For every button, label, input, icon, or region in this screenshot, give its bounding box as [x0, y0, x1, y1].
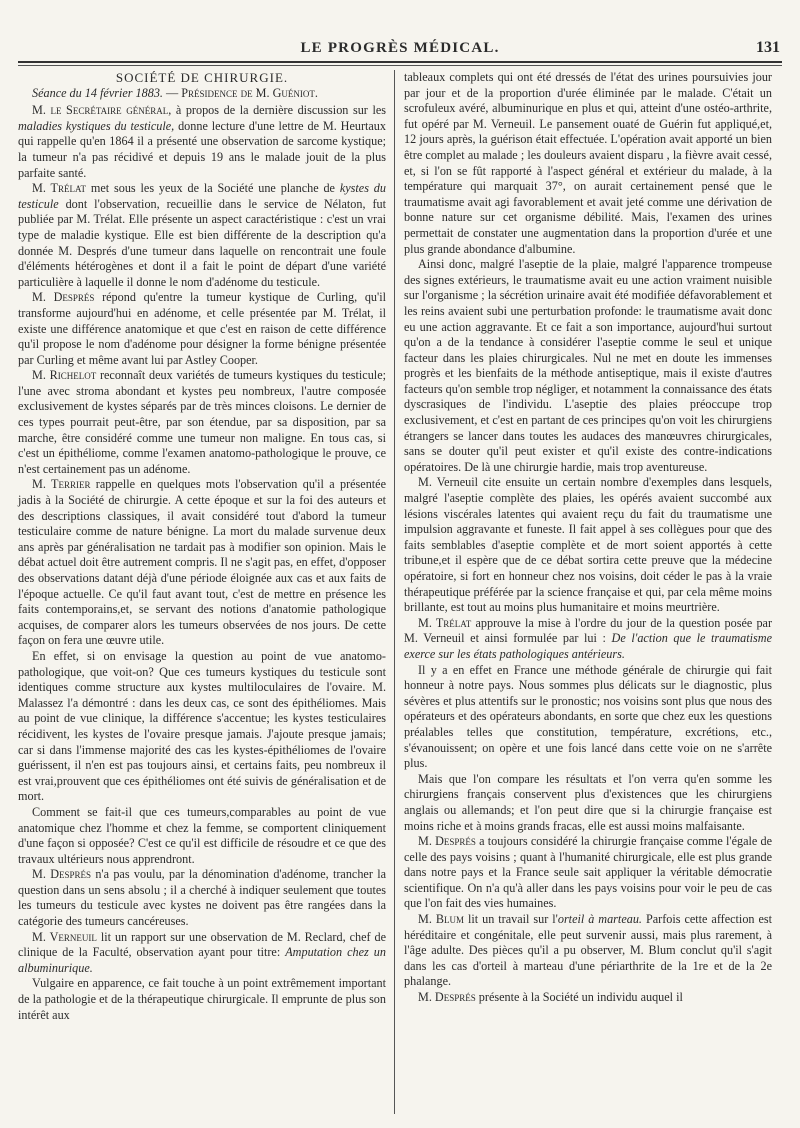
speaker: M. Després — [418, 834, 476, 849]
italic-text: kystes du testicule — [18, 181, 386, 211]
paragraph: En effet, si on envisage la question au point de vue anatomo-pathologique, que voit-on? Que ces tumeurs kystiques du testicule sont identiques comme structure aux kystes multiloculaires de l'ovaire. M. Malassez l'a démontré : dans les deux cas, ce sont des épithéliomes. Mais au point de vue clinique, la différence s'accentue; les kystes testiculaires récidivent, les kystes de l'ovaire presque jamais. J'ajoute presque jamais; car si dans l'immense majorité des cas les kystes-épithéliomes de l'ovaire guérissent, il n'en est pas toujours ainsi, et certains faits, peu nombreux il est vrai,prouvent que ces épithéliomes ont été suivis de généralisation et de mort. — [18, 648, 386, 804]
paragraph-text: lit un travail sur l' — [464, 912, 558, 927]
session-date: Séance du 14 février 1883. — [32, 85, 163, 100]
italic-text: maladies kystiques du testicule, — [18, 118, 175, 133]
header-rule — [18, 61, 782, 63]
paragraph — [18, 290, 386, 368]
paragraph: Ainsi donc, malgré l'aseptie de la plaie, malgré l'apparence trompeuse des signes extérieurs, le traumatisme avait eu une action vraiment nuisible sur l'organisme ; la sécrétion urinaire avait été modifiée défavorablement et les reins avaient subi une perturbation profonde: le traumatisme avait donc eu une action aggravante. Et ce fait a son importance, aujourd'hui surtout qu'on a de la tendance à considérer l'aseptie comme le seul et unique facteur dans les plaies chirurgicales. Nul ne met en doute les immenses progrès et les bienfaits de la méthode antiseptique, mais il existe d'autres facteurs qu'on semble trop négliger, et notamment la connaissance des états dyscrasiques de l'individu. L'aseptie des plaies préoccupe trop exclusivement, et c'est en partant de ces principes qu'on voit les chirurgiens étrangers se lancer dans toutes les audaces des manœuvres chirurgicales, sans se douter qu'il peut exister et qu'il existe des contre-indications opératoires. De là une chirurgie hardie, mais trop aventureuse. — [404, 257, 772, 474]
paragraph — [404, 990, 772, 1006]
column-divider — [394, 70, 395, 1114]
paragraph: Il y a en effet en France une méthode générale de chirurgie qui fait honneur à notre pays. Nous sommes plus délicats sur le diagnostic, plus sévères et plus attentifs sur le pronostic; nos voisins sont plus que nous des opérateurs et des opérateurs abondants, en sorte que chez eux les questions préalables telles que constitution, température, excrétions, etc., s'évanouissent; on opère et une fois lancé dans cette voie on ne s'arrête plus. — [404, 662, 772, 771]
paragraph-text: répond qu'entre la tumeur kystique de Curling, qu'il transforme aujourd'hui en adénome, et celle présentée par M. Trélat, il existe une différence anatomique et que c'est en raison de cette différence qu'il propose le nom d'adénome pour désigner la forme bénigne présentée par Curling et même avant lui par Astley Cooper. — [18, 290, 386, 367]
paragraph-text: a toujours considéré la chirurgie française comme l'égale de celle des pays voisins ; quant à l'humanité chirurgicale, elle est plus grande dans notre pays et la France seule sait appliquer la véritable démocratie scientifique. On n'a qu'à aller dans les pays voisins pour voir le peu de cas que l'on fait des vies humaines. — [404, 834, 772, 911]
paragraph: M. Verneuil cite ensuite un certain nombre d'exemples dans lesquels, malgré l'aseptie complète des plaies, les opérés avaient succombé aux lésions viscérales latentes qui avaient reçu du fait du traumatisme une impulsion aggravante et funeste. Il fait appel à ses collègues pour que des faits semblables d'aseptie complète et de mort soient apportés à cette tribune,et il espère que de ce débat sortira cette preuve que la médecine opératoire, si fort en honneur chez nos voisins, doit céder le pas à la vraie thérapeutique préférée par la science française et qui, par cela même moins brillante, est tout au moins plus humanitaire et moins meurtrière. — [404, 475, 772, 615]
paragraph — [404, 834, 772, 912]
paragraph: Comment se fait-il que ces tumeurs,comparables au point de vue anatomique chez l'homme et chez la femme, se comportent cliniquement d'une façon si opposée? C'est ce qu'il est difficile de résoudre et ce que des travaux ultérieurs nous apprendront. — [18, 804, 386, 866]
speaker: M. Després — [418, 990, 476, 1005]
paragraph — [18, 477, 386, 649]
speaker: M. Blum — [418, 912, 464, 927]
paragraph — [18, 368, 386, 477]
italic-text: Amputation chez un albuminurique. — [18, 945, 386, 975]
session-line — [18, 86, 386, 102]
speaker: M. Richelot — [32, 368, 97, 383]
speaker: M. Després — [32, 867, 92, 882]
page-header — [18, 40, 782, 60]
speaker: M. Verneuil — [32, 929, 97, 944]
italic-text: orteil à marteau. — [557, 912, 642, 927]
paragraph-text: n'a pas voulu, par la dénomination d'adénome, trancher la question dans un sens absolu ; il a cherché à indiquer seulement que toutes les tumeurs du testicule avec kystes ne doivent pas être rangées dans la catégorie des tumeurs cancéreuses. — [18, 867, 386, 929]
paragraph — [404, 912, 772, 990]
page-number: 131 — [756, 39, 780, 56]
paragraph: tableaux complets qui ont été dressés de l'état des urines poursuivies jour par jour et de la proportion d'urée éliminée par le malade. C'était un scrofuleux avéré, albuminurique en plus et qui, atteint d'une ostéo-arthrite, fut opéré par M. Verneuil. Le pansement ouaté de Guérin fut appliqué,et, 12 jours après, la guérison était effectuée. L'opération avait apporté un bien être complet au malade ; les douleurs avaient disparu , la fièvre avait cessé, et, si l'on se fût rapporté à l'aspect général et extérieur du malade, à la température qui marquait 37°, on aurait certainement pensé que le traumatisme avait agi favorablement et avait jeté comme une dérivation de bonne nature sur cet organisme débilité. Mais, l'examen des urines permettait de constater une augmentation dans la proportion d'urée et une plus grande abondance d'albumine. — [404, 70, 772, 256]
paragraph-text: approuve la mise à l'ordre du jour de la question posée par M. Verneuil et ainsi formulée par lui : — [404, 615, 773, 646]
header-rule-thin — [18, 65, 782, 66]
paragraph-text: donne lecture d'une lettre de M. Heurtaux qui rappelle qu'en 1864 il a présenté une observation de sarcome kystique; la tumeur n'a pas récidivé et depuis 19 ans le malade jouit de la plus parfaite santé. — [18, 118, 386, 180]
paragraph: Vulgaire en apparence, ce fait touche à un point extrêmement important de la pathologie et de la thérapeutique chirurgicale. Il emprunte de plus son intérêt aux — [18, 976, 386, 1022]
speaker: M. Trélat — [418, 615, 472, 630]
paragraph-text: met sous les yeux de la Société une planche de — [85, 181, 340, 196]
paragraph — [18, 930, 386, 977]
speaker: M. le Secrétaire général, — [32, 103, 172, 118]
left-column — [18, 70, 386, 1023]
paragraph — [18, 103, 386, 181]
paragraph-text: Parfois cette affection est héréditaire et congénitale, elle peut survenir aussi, mais plus rarement, à l'âge adulte. Des pièces qu'il a pu observer, M. Blum conclut qu'il s'agit dans les cas d'orteil à marteau d'une périarthrite de la 1re et de la 2e phalange. — [404, 912, 773, 989]
paragraph-text: dont l'observation, recueillie dans le service de Nélaton, fut publiée par M. Trélat. Elle présente un aspect caractéristique : c'est un vrai type de maladie kystique. Elle est bien différente de la description qu'a donnée M. Després d'une tumeur dans laquelle on rencontrait une foule d'éléments hétérogènes et dont il a fait le point de départ d'une variété particulière à laquelle il donne le nom d'adénome du testicule. — [18, 196, 386, 289]
speaker: M. Després — [32, 290, 95, 305]
running-title: LE PROGRÈS MÉDICAL. — [300, 40, 500, 56]
session-presidency: — Présidence de M. Guéniot. — [166, 85, 318, 100]
paragraph-text: reconnaît deux variétés de tumeurs kystiques du testicule; l'une avec stroma abondant et kystes peu nombreux, l'autre composée exclusivement de kystes séparés par de très minces cloisons. Le dernier de ces types pourrait peut-être, par son étendue, par sa disposition, par sa marche, être considéré comme une tumeur non maligne. En tous cas, si c'est un épithéliome, comme l'examen anatomo-pathologique le prouve, ce n'est certainement pas un adénome. — [18, 368, 386, 476]
paragraph — [404, 616, 772, 663]
paragraph-text: présente à la Société un individu auquel il — [475, 990, 683, 1005]
paragraph-text: à propos de la dernière discussion sur les — [171, 103, 386, 118]
italic-text: De l'action que le traumatisme exerce sur les états pathologiques antérieurs. — [404, 631, 772, 661]
section-title: SOCIÉTÉ DE CHIRURGIE. — [115, 70, 289, 85]
paragraph: Mais que l'on compare les résultats et l'on verra qu'en somme les chirurgiens français conservent plus d'existences que les chirurgiens anglais ou allemands; et l'on peut dire que si la chirurgie française est moins riche et à moins grands fracas, elle est aussi moins malfaisante. — [404, 771, 772, 833]
paragraph-text: lit un rapport sur une observation de M. Reclard, chef de clinique de la Faculté, observation ayant pour titre: — [18, 929, 386, 960]
right-column — [404, 70, 772, 1006]
speaker: M. Terrier — [32, 477, 91, 492]
speaker: M. Trélat — [32, 181, 86, 196]
paragraph — [18, 867, 386, 929]
paragraph-text: rappelle en quelques mots l'observation qu'il a présentée jadis à la Société de chirurgie. A cette époque et sur la foi des auteurs et des descriptions classiques, il avait considéré tout d'abord la tumeur testiculaire comme de nature bénigne. La mort du malade survenue deux ans après par généralisation ne tardait pas à modifier son opinion. Mais le débat actuel doit être autrement compris. Il ne s'agit pas, en effet, d'opposer des observations datant déjà d'une période éloignée aux cas et aux faits de l'époque actuelle. Ce qu'il faut avant tout, c'est de mettre en présence les faits contemporains,et, se servant des notions d'anatomie pathologique acquises, de comparer alors les tumeurs observées de nos jours. De cette façon on fera une œuvre utile. — [18, 477, 386, 648]
paragraph — [18, 181, 386, 290]
